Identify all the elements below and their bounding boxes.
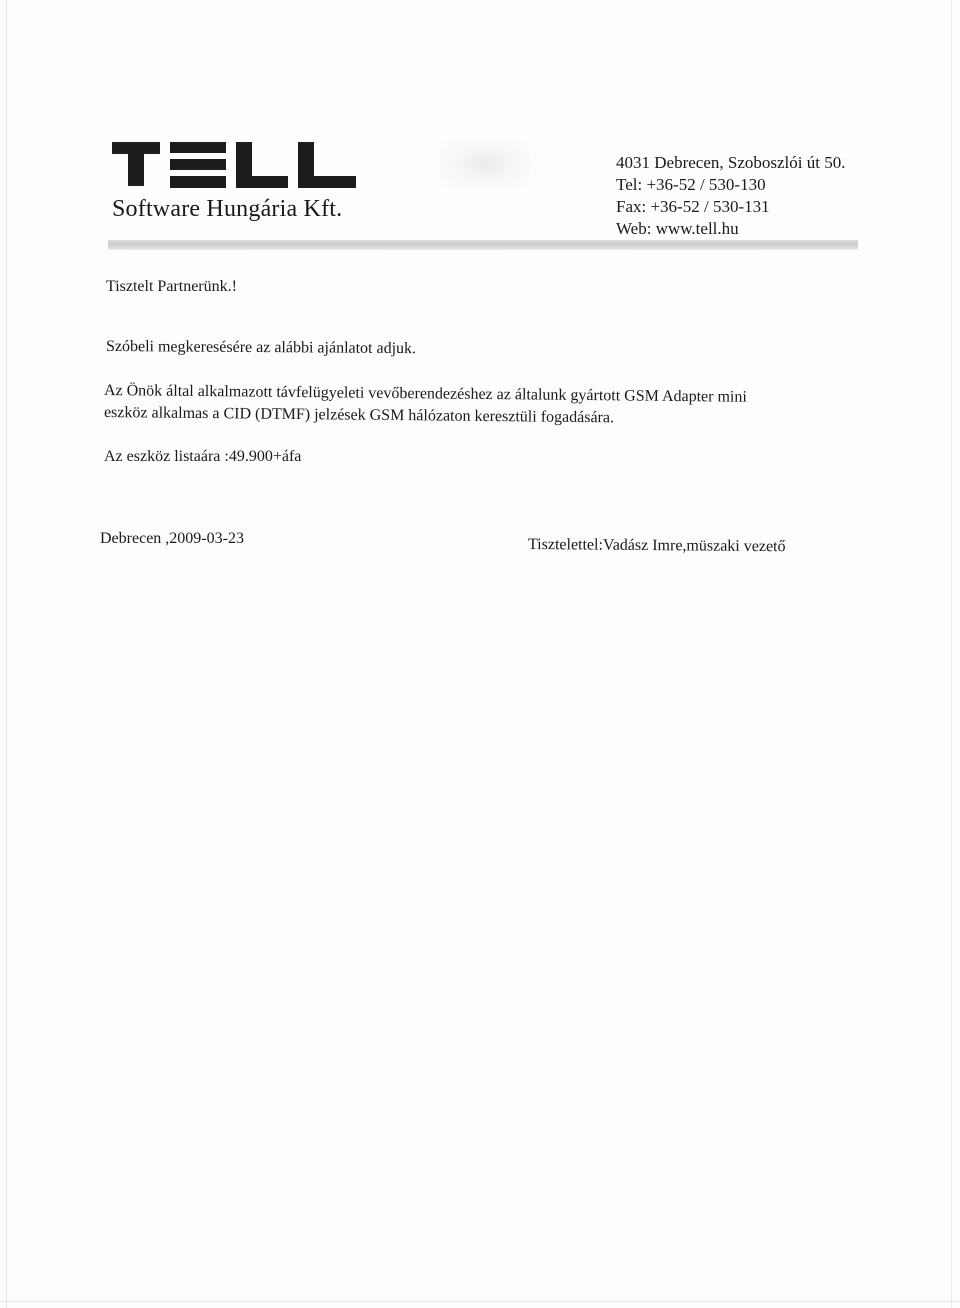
scan-edge-right	[951, 0, 952, 1308]
header-divider	[108, 240, 858, 250]
letter-body-line-2: eszköz alkalmas a CID (DTMF) jelzések GSM hálózaton keresztüli fogadására.	[103, 404, 615, 427]
tell-logo	[112, 142, 362, 192]
contact-web: Web: www.tell.hu	[616, 219, 739, 238]
contact-block	[616, 152, 845, 240]
scan-smudge	[440, 140, 530, 188]
letter-greeting: Tisztelt Partnerünk.!	[106, 278, 237, 295]
letter-intro: Szóbeli megkeresésére az alábbi ajánlatot adjuk.	[105, 338, 417, 358]
contact-tel: Tel: +36-52 / 530-130	[616, 175, 766, 194]
scan-edge-left	[6, 0, 7, 1308]
company-name: Software Hungária Kft.	[112, 196, 343, 222]
footer-place-date: Debrecen ,2009-03-23	[100, 530, 244, 547]
contact-fax: Fax: +36-52 / 530-131	[616, 197, 770, 216]
footer-signature: Tisztelettel:Vadász Imre,müszaki vezető	[527, 536, 786, 556]
letter-body-line-1: Az Önök által alkalmazott távfelügyeleti vevőberendezéshez az általunk gyártott GSM Adapter mini	[103, 382, 747, 406]
contact-address: 4031 Debrecen, Szoboszlói út 50.	[616, 153, 846, 172]
letter-price: Az eszköz listaára :49.900+áfa	[104, 448, 302, 465]
scan-edge-bottom	[0, 1301, 960, 1302]
